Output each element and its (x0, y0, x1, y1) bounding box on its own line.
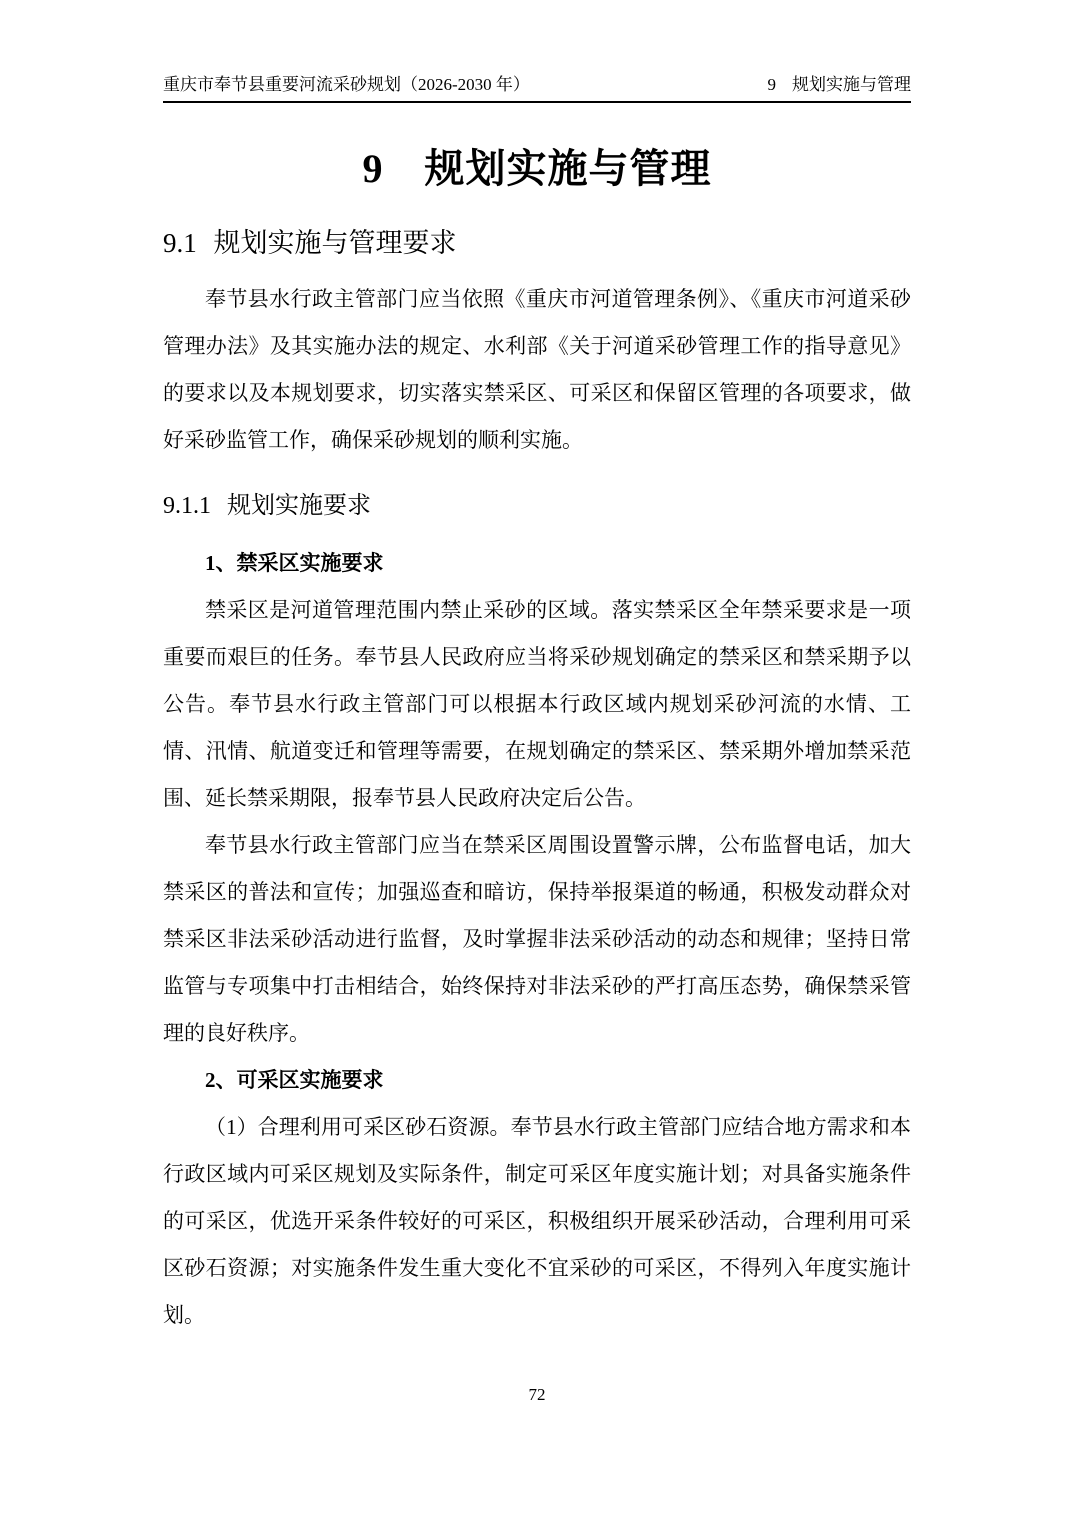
chapter-heading (163, 145, 911, 193)
page-header (163, 74, 911, 103)
section-9-1-1-number: 9.1.1 (163, 493, 211, 519)
section-heading-9-1-1 (163, 490, 911, 522)
section-9-1-title: 规划实施与管理要求 (213, 228, 457, 258)
header-chapter-number: 9 (767, 75, 776, 94)
paragraph-forbidden-zone-2: 奉节县水行政主管部门应当在禁采区周围设置警示牌，公布监督电话，加大禁采区的普法和宣传；加强巡查和暗访，保持举报渠道的畅通，积极发动群众对禁采区非法采砂活动进行监督，及时掌握非法采砂活动的动态和规律；坚持日常监管与专项集中打击相结合，始终保持对非法采砂的严打高压态势，确保禁采管理的良好秩序。 (163, 833, 911, 1045)
chapter-heading-text: 规划实施与管理 (424, 147, 712, 191)
subheading-minable-zone-requirements: 2、可采区实施要求 (205, 1068, 384, 1092)
header-document-title: 重庆市奉节县重要河流采砂规划（2026-2030 年） (163, 75, 530, 94)
paragraph-forbidden-zone-1: 禁采区是河道管理范围内禁止采砂的区域。落实禁采区全年禁采要求是一项重要而艰巨的任务。奉节县人民政府应当将采砂规划确定的禁采区和禁采期予以公告。奉节县水行政主管部门可以根据本行政区域内规划采砂河流的水情、工情、汛情、航道变迁和管理等需要，在规划确定的禁采区、禁采期外增加禁采范围、延长禁采期限，报奉节县人民政府决定后公告。 (163, 598, 911, 810)
page-footer (0, 1384, 1074, 1406)
section-9-1-1-title: 规划实施要求 (227, 492, 371, 519)
header-chapter-title: 规划实施与管理 (792, 75, 911, 94)
paragraph-section-9-1-intro: 奉节县水行政主管部门应当依照《重庆市河道管理条例》、《重庆市河道采砂管理办法》及其实施办法的规定、水利部《关于河道采砂管理工作的指导意见》的要求以及本规划要求，切实落实禁采区、可采区和保留区管理的各项要求，做好采砂监管工作，确保采砂规划的顺利实施。 (163, 287, 911, 452)
paragraph-minable-zone-1: （1）合理利用可采区砂石资源。奉节县水行政主管部门应结合地方需求和本行政区域内可采区规划及实际条件，制定可采区年度实施计划；对具备实施条件的可采区，优选开采条件较好的可采区，积极组织开展采砂活动，合理利用可采区砂石资源；对实施条件发生重大变化不宜采砂的可采区，不得列入年度实施计划。 (163, 1115, 911, 1327)
section-9-1-number: 9.1 (163, 228, 197, 258)
section-heading-9-1 (163, 226, 911, 260)
header-chapter-ref (768, 74, 912, 95)
chapter-heading-number: 9 (362, 146, 384, 191)
subheading-forbidden-zone-requirements: 1、禁采区实施要求 (205, 551, 384, 575)
page-number: 72 (528, 1385, 546, 1404)
